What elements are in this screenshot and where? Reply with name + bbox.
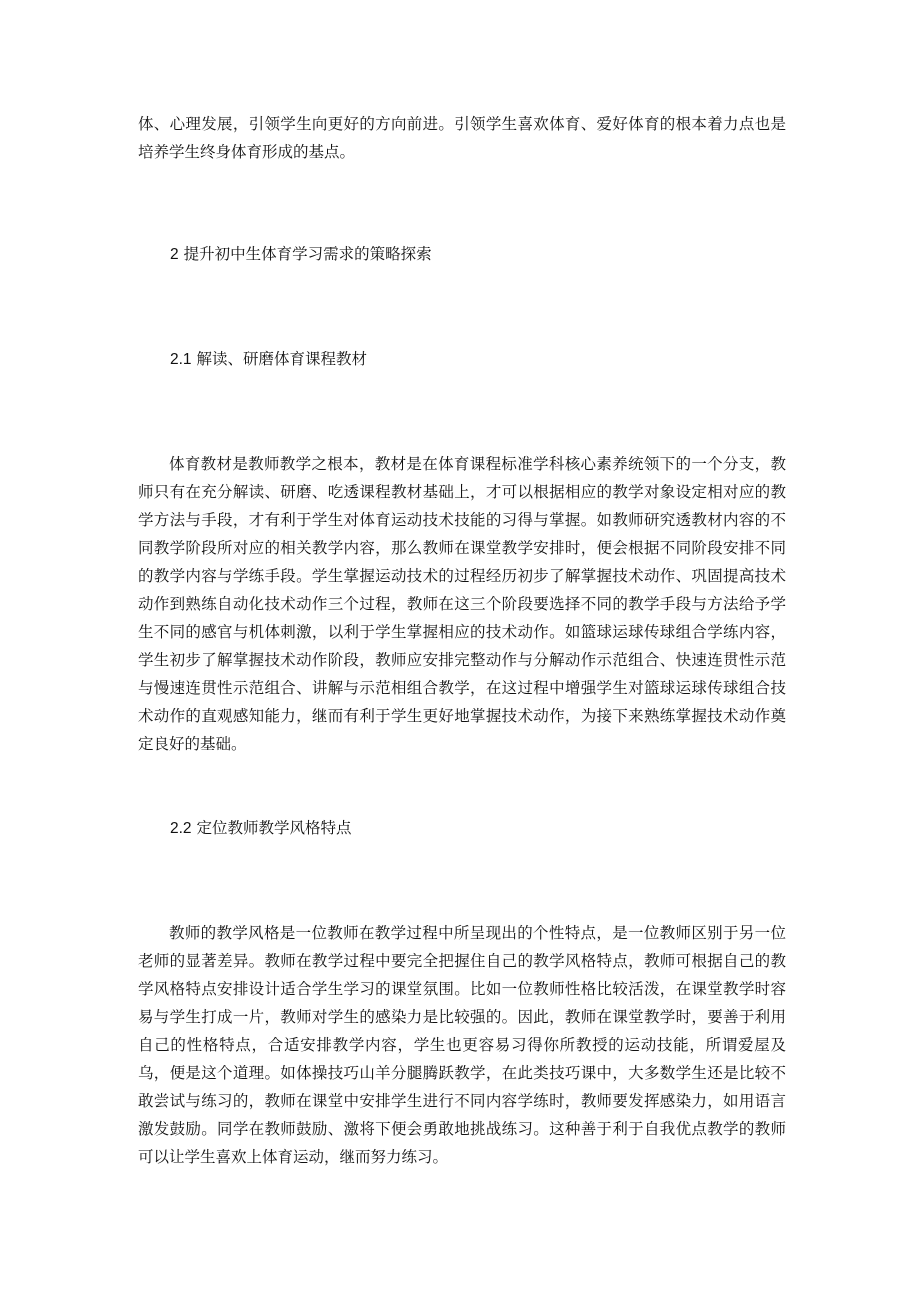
subsection-heading-2-2: [170, 814, 352, 843]
section-number: 2: [170, 246, 179, 263]
paragraph-teaching-style: 教师的教学风格是一位教师在教学过程中所呈现出的个性特点，是一位教师区别于另一位老师的显著差异。教师在教学过程中要完全把握住自己的教学风格特点，教师可根据自己的教学风格特点安排设计适合学生学习的课堂氛围。比如一位教师性格比较活泼，在课堂教学时容易与学生打成一片，教师对学生的感染力是比较强的。因此，教师在课堂教学时，要善于利用自己的性格特点，合适安排教学内容，学生也更容易习得你所教授的运动技能，所谓爱屋及乌，便是这个道理。如体操技巧山羊分腿腾跃教学，在此类技巧课中，大多数学生还是比较不敢尝试与练习的，教师在课堂中安排学生进行不同内容学练时，教师要发挥感染力，如用语言激发鼓励。同学在教师鼓励、激将下便会勇敢地挑战练习。这种善于利于自我优点教学的教师可以让学生喜欢上体育运动，继而努力练习。: [138, 924, 786, 1166]
section-title: 提升初中生体育学习需求的策略探索: [183, 245, 432, 263]
subsection-heading-2-1: [170, 345, 367, 374]
subsection-title: 解读、研磨体育课程教材: [196, 350, 368, 368]
subsection-number: 2.2: [170, 820, 192, 837]
section-heading-2: [170, 240, 432, 269]
subsection-number: 2.1: [170, 351, 192, 368]
paragraph-textbook: 体育教材是教师教学之根本，教材是在体育课程标准学科核心素养统领下的一个分支，教师只有在充分解读、研磨、吃透课程教材基础上，才可以根据相应的教学对象设定相对应的教学方法与手段，才有利于学生对体育运动技术技能的习得与掌握。如教师研究透教材内容的不同教学阶段所对应的相关教学内容，那么教师在课堂教学安排时，便会根据不同阶段安排不同的教学内容与学练手段。学生掌握运动技术的过程经历初步了解掌握技术动作、巩固提高技术动作到熟练自动化技术动作三个过程，教师在这三个阶段要选择不同的教学手段与方法给予学生不同的感官与机体刺激，以利于学生掌握相应的技术动作。如篮球运球传球组合学练内容，学生初步了解掌握技术动作阶段，教师应安排完整动作与分解动作示范组合、快速连贯性示范与慢速连贯性示范组合、讲解与示范相组合教学，在这过程中增强学生对篮球运球传球组合技术动作的直观感知能力，继而有利于学生更好地掌握技术动作，为接下来熟练掌握技术动作奠定良好的基础。: [138, 455, 786, 753]
subsection-title: 定位教师教学风格特点: [196, 819, 352, 837]
paragraph-intro-continuation: 体、心理发展，引领学生向更好的方向前进。引领学生喜欢体育、爱好体育的根本着力点也是培养学生终身体育形成的基点。: [138, 115, 786, 161]
